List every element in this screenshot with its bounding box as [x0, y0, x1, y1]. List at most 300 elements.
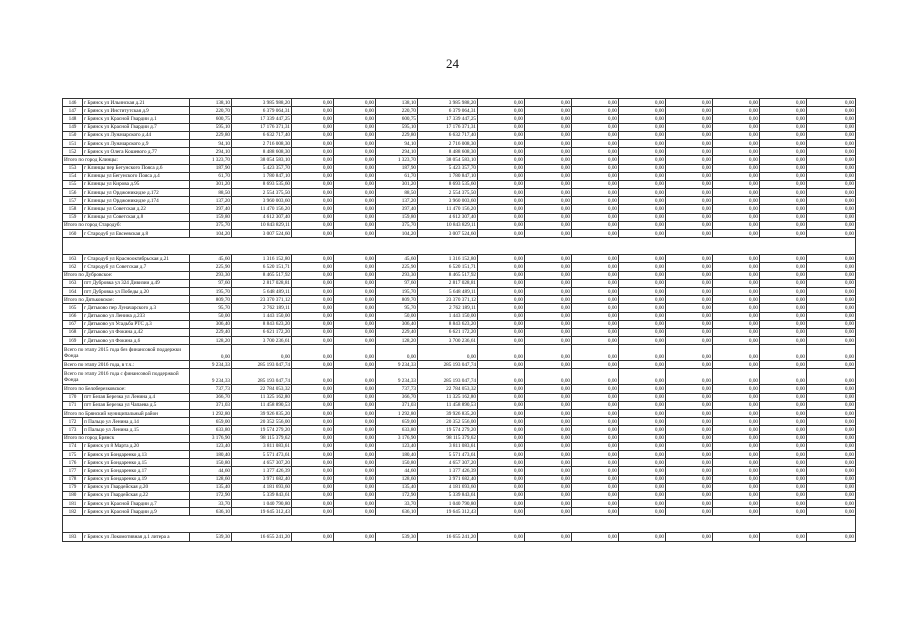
value-cell: 1 443 150,00	[418, 312, 478, 320]
value-cell: 809,70	[190, 296, 232, 304]
value-cell: 0,00	[525, 345, 572, 361]
value-cell: 0,00	[666, 255, 713, 263]
address-cell: г Брянск ул Бондаренко д.17	[83, 467, 190, 475]
value-cell: 0,00	[292, 369, 334, 385]
value-cell: 2 817 028,81	[418, 279, 478, 287]
value-cell: 0,00	[292, 312, 334, 320]
value-cell: 88,50	[190, 189, 232, 197]
table-row	[63, 189, 856, 197]
address-cell: г Клинцы ул Советская д.8	[83, 213, 190, 221]
value-cell: 0,00	[713, 304, 760, 312]
value-cell: 88,50	[376, 189, 418, 197]
value-cell: 0,00	[525, 393, 572, 401]
value-cell: 0,00	[760, 320, 807, 328]
value-cell: 0,00	[807, 164, 856, 172]
row-number: 148	[63, 115, 83, 123]
value-cell: 0,00	[572, 279, 619, 287]
table-row	[63, 139, 856, 147]
value-cell: 0,00	[760, 508, 807, 516]
value-cell: 0,00	[760, 296, 807, 304]
value-cell: 0,00	[713, 296, 760, 304]
value-cell: 0,00	[807, 131, 856, 139]
value-cell: 0,00	[292, 491, 334, 499]
address-cell: г Стародуб ул Советская д.7	[83, 263, 190, 271]
value-cell: 0,00	[334, 401, 376, 409]
value-cell: 6 632 717,40	[418, 131, 478, 139]
value-cell: 0,00	[572, 123, 619, 131]
value-cell: 0,00	[478, 255, 525, 263]
value-cell: 0,00	[572, 164, 619, 172]
row-number: 174	[63, 442, 83, 450]
value-cell: 187,90	[190, 164, 232, 172]
table-row	[63, 401, 856, 409]
value-cell: 22 784 053,32	[232, 385, 292, 393]
value-cell: 0,00	[666, 450, 713, 458]
value-cell: 0,00	[232, 345, 292, 361]
value-cell: 0,00	[572, 107, 619, 115]
value-cell: 6 621 172,20	[418, 328, 478, 336]
row-number: 160	[63, 230, 83, 238]
value-cell: 0,00	[572, 361, 619, 369]
value-cell: 0,00	[292, 131, 334, 139]
value-cell: 0,00	[525, 123, 572, 131]
table-row	[63, 450, 856, 458]
value-cell: 0,00	[666, 410, 713, 418]
value-cell: 0,00	[292, 434, 334, 442]
address-cell: пгт Белая Березка ул Ленина д.4	[83, 393, 190, 401]
value-cell: 33,70	[376, 500, 418, 508]
value-cell: 0,00	[478, 189, 525, 197]
value-cell: 0,00	[760, 189, 807, 197]
value-cell: 0,00	[619, 139, 666, 147]
value-cell: 128,20	[190, 337, 232, 345]
value-cell: 1 377 426,39	[418, 467, 478, 475]
value-cell: 0,00	[760, 263, 807, 271]
value-cell: 0,00	[292, 221, 334, 229]
value-cell: 0,00	[713, 410, 760, 418]
value-cell: 0,00	[525, 328, 572, 336]
value-cell: 0,00	[619, 271, 666, 279]
value-cell: 0,00	[666, 459, 713, 467]
value-cell: 0,00	[292, 189, 334, 197]
value-cell: 3 700 236,61	[232, 337, 292, 345]
value-cell: 44,60	[376, 467, 418, 475]
table-row	[63, 180, 856, 188]
page-number: 24	[446, 56, 459, 71]
address-cell: г Клинцы ул Орджоникидзе д.174	[83, 197, 190, 205]
total-label: Всего по этапу 2016 года, в т.ч.:	[63, 361, 190, 369]
value-cell: 0,00	[478, 345, 525, 361]
value-cell: 0,00	[666, 304, 713, 312]
value-cell: 0,00	[525, 337, 572, 345]
value-cell: 0,00	[619, 442, 666, 450]
value-cell: 3 176,90	[376, 434, 418, 442]
value-cell: 0,00	[292, 475, 334, 483]
value-cell: 5 571 473,61	[232, 450, 292, 458]
table-row	[63, 533, 856, 541]
value-cell: 600,75	[376, 115, 418, 123]
address-cell: г Дятьково ул Фокина д.42	[83, 328, 190, 336]
value-cell: 0,00	[334, 197, 376, 205]
total-label: Итого по город Стародуб:	[63, 221, 190, 229]
value-cell: 0,00	[478, 115, 525, 123]
value-cell: 366,70	[190, 393, 232, 401]
value-cell: 0,00	[760, 172, 807, 180]
row-number: 149	[63, 123, 83, 131]
value-cell: 0,00	[619, 345, 666, 361]
value-cell: 180,40	[376, 450, 418, 458]
address-cell: г Дятьково пер Луначарского д.3	[83, 304, 190, 312]
value-cell: 17 339 447,25	[232, 115, 292, 123]
total-label: Итого по город Клинцы:	[63, 156, 190, 164]
value-cell: 0,00	[713, 328, 760, 336]
spacer-cell	[63, 238, 856, 255]
value-cell: 0,00	[666, 393, 713, 401]
total-row	[63, 361, 856, 369]
total-label: Итого по Дятьковское:	[63, 296, 190, 304]
table-row	[63, 442, 856, 450]
value-cell: 0,00	[292, 401, 334, 409]
value-cell: 44,60	[190, 467, 232, 475]
value-cell: 229,80	[376, 131, 418, 139]
value-cell: 0,00	[713, 189, 760, 197]
value-cell: 9 234,33	[376, 369, 418, 385]
value-cell: 0,00	[807, 123, 856, 131]
value-cell: 97,60	[376, 279, 418, 287]
value-cell: 371,03	[190, 401, 232, 409]
value-cell: 0,00	[478, 164, 525, 172]
value-cell: 0,00	[619, 156, 666, 164]
value-cell: 0,00	[292, 148, 334, 156]
value-cell: 0,00	[478, 426, 525, 434]
row-number: 166	[63, 312, 83, 320]
value-cell: 1 292,80	[190, 410, 232, 418]
value-cell: 293,30	[190, 271, 232, 279]
row-number: 152	[63, 148, 83, 156]
row-number: 177	[63, 467, 83, 475]
value-cell: 195,70	[190, 287, 232, 295]
value-cell: 0,00	[478, 442, 525, 450]
value-cell: 0,00	[666, 533, 713, 541]
value-cell: 0,00	[572, 426, 619, 434]
value-cell: 0,00	[760, 434, 807, 442]
address-cell: г Брянск ул Гвардейская д.22	[83, 491, 190, 499]
value-cell: 0,00	[713, 139, 760, 147]
value-cell: 0,00	[713, 123, 760, 131]
stage-label-line2: Фонда	[64, 352, 79, 359]
value-cell: 0,00	[478, 271, 525, 279]
value-cell: 0,00	[525, 296, 572, 304]
value-cell: 22 784 053,32	[418, 385, 478, 393]
total-row	[63, 385, 856, 393]
spacer-cell	[63, 516, 856, 533]
row-number: 153	[63, 164, 83, 172]
value-cell: 0,00	[334, 467, 376, 475]
value-cell: 0,00	[807, 491, 856, 499]
value-cell: 0,00	[334, 337, 376, 345]
value-cell: 9 234,33	[190, 361, 232, 369]
value-cell: 285 193 047,74	[418, 361, 478, 369]
value-cell: 0,00	[572, 533, 619, 541]
value-cell: 0,00	[666, 369, 713, 385]
value-cell: 8 465 517,92	[232, 271, 292, 279]
value-cell: 0,00	[334, 255, 376, 263]
value-cell: 17 339 447,25	[418, 115, 478, 123]
value-cell: 0,00	[478, 263, 525, 271]
value-cell: 0,00	[713, 263, 760, 271]
program-table-sheet	[62, 98, 855, 542]
value-cell: 0,00	[334, 434, 376, 442]
value-cell: 0,00	[292, 410, 334, 418]
value-cell: 0,00	[807, 401, 856, 409]
value-cell: 0,00	[292, 533, 334, 541]
value-cell: 0,00	[619, 337, 666, 345]
value-cell: 0,00	[619, 296, 666, 304]
value-cell: 0,00	[478, 172, 525, 180]
value-cell: 0,00	[760, 131, 807, 139]
value-cell: 0,00	[572, 115, 619, 123]
value-cell: 0,00	[619, 328, 666, 336]
value-cell: 0,00	[807, 230, 856, 238]
table-row	[63, 107, 856, 115]
value-cell: 20 352 556,00	[418, 418, 478, 426]
value-cell: 600,75	[190, 115, 232, 123]
row-number: 183	[63, 533, 83, 541]
value-cell: 95,70	[190, 304, 232, 312]
stage-label	[63, 369, 190, 385]
value-cell: 0,00	[713, 312, 760, 320]
value-cell: 11 325 162,80	[418, 393, 478, 401]
value-cell: 0,00	[572, 410, 619, 418]
value-cell: 0,00	[525, 139, 572, 147]
value-cell: 2 554 375,50	[232, 189, 292, 197]
value-cell: 50,00	[376, 312, 418, 320]
value-cell: 0,00	[525, 369, 572, 385]
value-cell: 8 488 608,30	[232, 148, 292, 156]
value-cell: 1 316 152,80	[232, 255, 292, 263]
table-row	[63, 115, 856, 123]
value-cell: 2 554 375,50	[418, 189, 478, 197]
table-row	[63, 418, 856, 426]
value-cell: 0,00	[572, 180, 619, 188]
value-cell: 0,00	[619, 369, 666, 385]
value-cell: 6 632 717,40	[232, 131, 292, 139]
value-cell: 0,00	[807, 189, 856, 197]
address-cell: г Брянск ул Красной Гвардии д.1	[83, 115, 190, 123]
value-cell: 0,00	[807, 385, 856, 393]
value-cell: 293,30	[376, 271, 418, 279]
value-cell: 0,00	[666, 189, 713, 197]
value-cell: 0,00	[666, 296, 713, 304]
value-cell: 0,00	[666, 328, 713, 336]
value-cell: 0,00	[292, 459, 334, 467]
value-cell: 0,00	[666, 139, 713, 147]
value-cell: 0,00	[713, 401, 760, 409]
value-cell: 0,00	[525, 230, 572, 238]
value-cell: 0,00	[292, 296, 334, 304]
value-cell: 38 054 583,10	[232, 156, 292, 164]
value-cell: 0,00	[334, 320, 376, 328]
value-cell: 0,00	[292, 345, 334, 361]
value-cell: 0,00	[760, 148, 807, 156]
stage-label	[63, 345, 190, 361]
value-cell: 0,00	[292, 361, 334, 369]
value-cell: 3 007 524,60	[418, 230, 478, 238]
table-row	[63, 483, 856, 491]
value-cell: 0,00	[619, 467, 666, 475]
value-cell: 0,00	[666, 107, 713, 115]
value-cell: 8 488 608,30	[418, 148, 478, 156]
value-cell: 0,00	[619, 221, 666, 229]
value-cell: 0,00	[760, 312, 807, 320]
value-cell: 0,00	[713, 287, 760, 295]
value-cell: 0,00	[334, 361, 376, 369]
value-cell: 0,00	[478, 361, 525, 369]
value-cell: 0,00	[760, 401, 807, 409]
value-cell: 0,00	[666, 148, 713, 156]
table-row	[63, 123, 856, 131]
value-cell: 0,00	[572, 172, 619, 180]
value-cell: 0,00	[478, 410, 525, 418]
value-cell: 0,00	[713, 434, 760, 442]
value-cell: 0,00	[292, 263, 334, 271]
value-cell: 0,00	[760, 221, 807, 229]
value-cell: 39 926 835,20	[418, 410, 478, 418]
value-cell: 61,70	[376, 172, 418, 180]
value-cell: 0,00	[334, 156, 376, 164]
value-cell: 0,00	[713, 459, 760, 467]
value-cell: 0,00	[760, 304, 807, 312]
value-cell: 220,70	[190, 107, 232, 115]
value-cell: 539,30	[190, 533, 232, 541]
stage-label-line1: Всего по этапу 2016 года с финансовой поддержкой	[64, 370, 179, 377]
value-cell: 0,00	[713, 533, 760, 541]
value-cell: 97,60	[190, 279, 232, 287]
value-cell: 0,00	[478, 230, 525, 238]
value-cell: 6 379 064,31	[232, 107, 292, 115]
value-cell: 11 458 890,53	[418, 401, 478, 409]
value-cell: 0,00	[666, 401, 713, 409]
value-cell: 595,10	[190, 123, 232, 131]
value-cell: 0,00	[292, 180, 334, 188]
value-cell: 0,00	[713, 442, 760, 450]
total-row	[63, 296, 856, 304]
value-cell: 0,00	[418, 345, 478, 361]
value-cell: 0,00	[478, 99, 525, 107]
value-cell: 0,00	[525, 172, 572, 180]
value-cell: 0,00	[572, 263, 619, 271]
value-cell: 0,00	[525, 189, 572, 197]
value-cell: 3 176,90	[190, 434, 232, 442]
value-cell: 94,10	[376, 139, 418, 147]
value-cell: 0,00	[760, 180, 807, 188]
value-cell: 0,00	[334, 393, 376, 401]
value-cell: 0,00	[572, 508, 619, 516]
value-cell: 0,00	[713, 393, 760, 401]
value-cell: 0,00	[525, 304, 572, 312]
value-cell: 10 843 829,11	[232, 221, 292, 229]
total-row	[63, 156, 856, 164]
table-row	[63, 508, 856, 516]
value-cell: 0,00	[292, 385, 334, 393]
value-cell: 0,00	[525, 361, 572, 369]
address-cell: г Брянск ул Красной Гвардии д.9	[83, 508, 190, 516]
value-cell: 0,00	[619, 255, 666, 263]
value-cell: 2 716 008,30	[232, 139, 292, 147]
row-number: 163	[63, 279, 83, 287]
value-cell: 0,00	[666, 172, 713, 180]
value-cell: 0,00	[292, 164, 334, 172]
value-cell: 0,00	[572, 345, 619, 361]
value-cell: 0,00	[334, 205, 376, 213]
value-cell: 6 520 151,71	[418, 263, 478, 271]
row-number: 180	[63, 491, 83, 499]
value-cell: 0,00	[807, 393, 856, 401]
value-cell: 0,00	[334, 483, 376, 491]
value-cell: 0,00	[525, 107, 572, 115]
value-cell: 0,00	[619, 180, 666, 188]
table-row	[63, 491, 856, 499]
value-cell: 0,00	[666, 475, 713, 483]
table-row	[63, 148, 856, 156]
value-cell: 0,00	[619, 287, 666, 295]
value-cell: 0,00	[807, 345, 856, 361]
value-cell: 0,00	[807, 148, 856, 156]
value-cell: 0,00	[760, 197, 807, 205]
value-cell: 0,00	[525, 426, 572, 434]
value-cell: 0,00	[807, 271, 856, 279]
value-cell: 0,00	[334, 296, 376, 304]
value-cell: 0,00	[713, 107, 760, 115]
row-number: 151	[63, 139, 83, 147]
value-cell: 0,00	[666, 279, 713, 287]
value-cell: 0,00	[666, 156, 713, 164]
value-cell: 0,00	[713, 131, 760, 139]
value-cell: 0,00	[525, 164, 572, 172]
value-cell: 0,00	[807, 107, 856, 115]
value-cell: 0,00	[572, 401, 619, 409]
value-cell: 0,00	[619, 115, 666, 123]
value-cell: 0,00	[478, 180, 525, 188]
value-cell: 3 007 524,60	[232, 230, 292, 238]
table-row	[63, 230, 856, 238]
value-cell: 0,00	[572, 483, 619, 491]
value-cell: 0,00	[760, 442, 807, 450]
value-cell: 0,00	[478, 156, 525, 164]
value-cell: 1 292,80	[376, 410, 418, 418]
total-row	[63, 345, 856, 361]
value-cell: 159,80	[190, 213, 232, 221]
value-cell: 0,00	[666, 99, 713, 107]
value-cell: 0,00	[713, 418, 760, 426]
value-cell: 1 443 150,00	[232, 312, 292, 320]
value-cell: 0,00	[713, 320, 760, 328]
value-cell: 0,00	[572, 296, 619, 304]
value-cell: 128,60	[376, 475, 418, 483]
address-cell: г Брянск ул Ильинская д.21	[83, 99, 190, 107]
value-cell: 0,00	[666, 361, 713, 369]
value-cell: 11 470 156,20	[232, 205, 292, 213]
value-cell: 1 323,70	[190, 156, 232, 164]
value-cell: 0,00	[292, 230, 334, 238]
value-cell: 0,00	[478, 369, 525, 385]
value-cell: 5 423 357,70	[232, 164, 292, 172]
value-cell: 0,00	[292, 467, 334, 475]
value-cell: 0,00	[292, 197, 334, 205]
value-cell: 0,00	[619, 410, 666, 418]
value-cell: 0,00	[807, 483, 856, 491]
value-cell: 0,00	[478, 450, 525, 458]
